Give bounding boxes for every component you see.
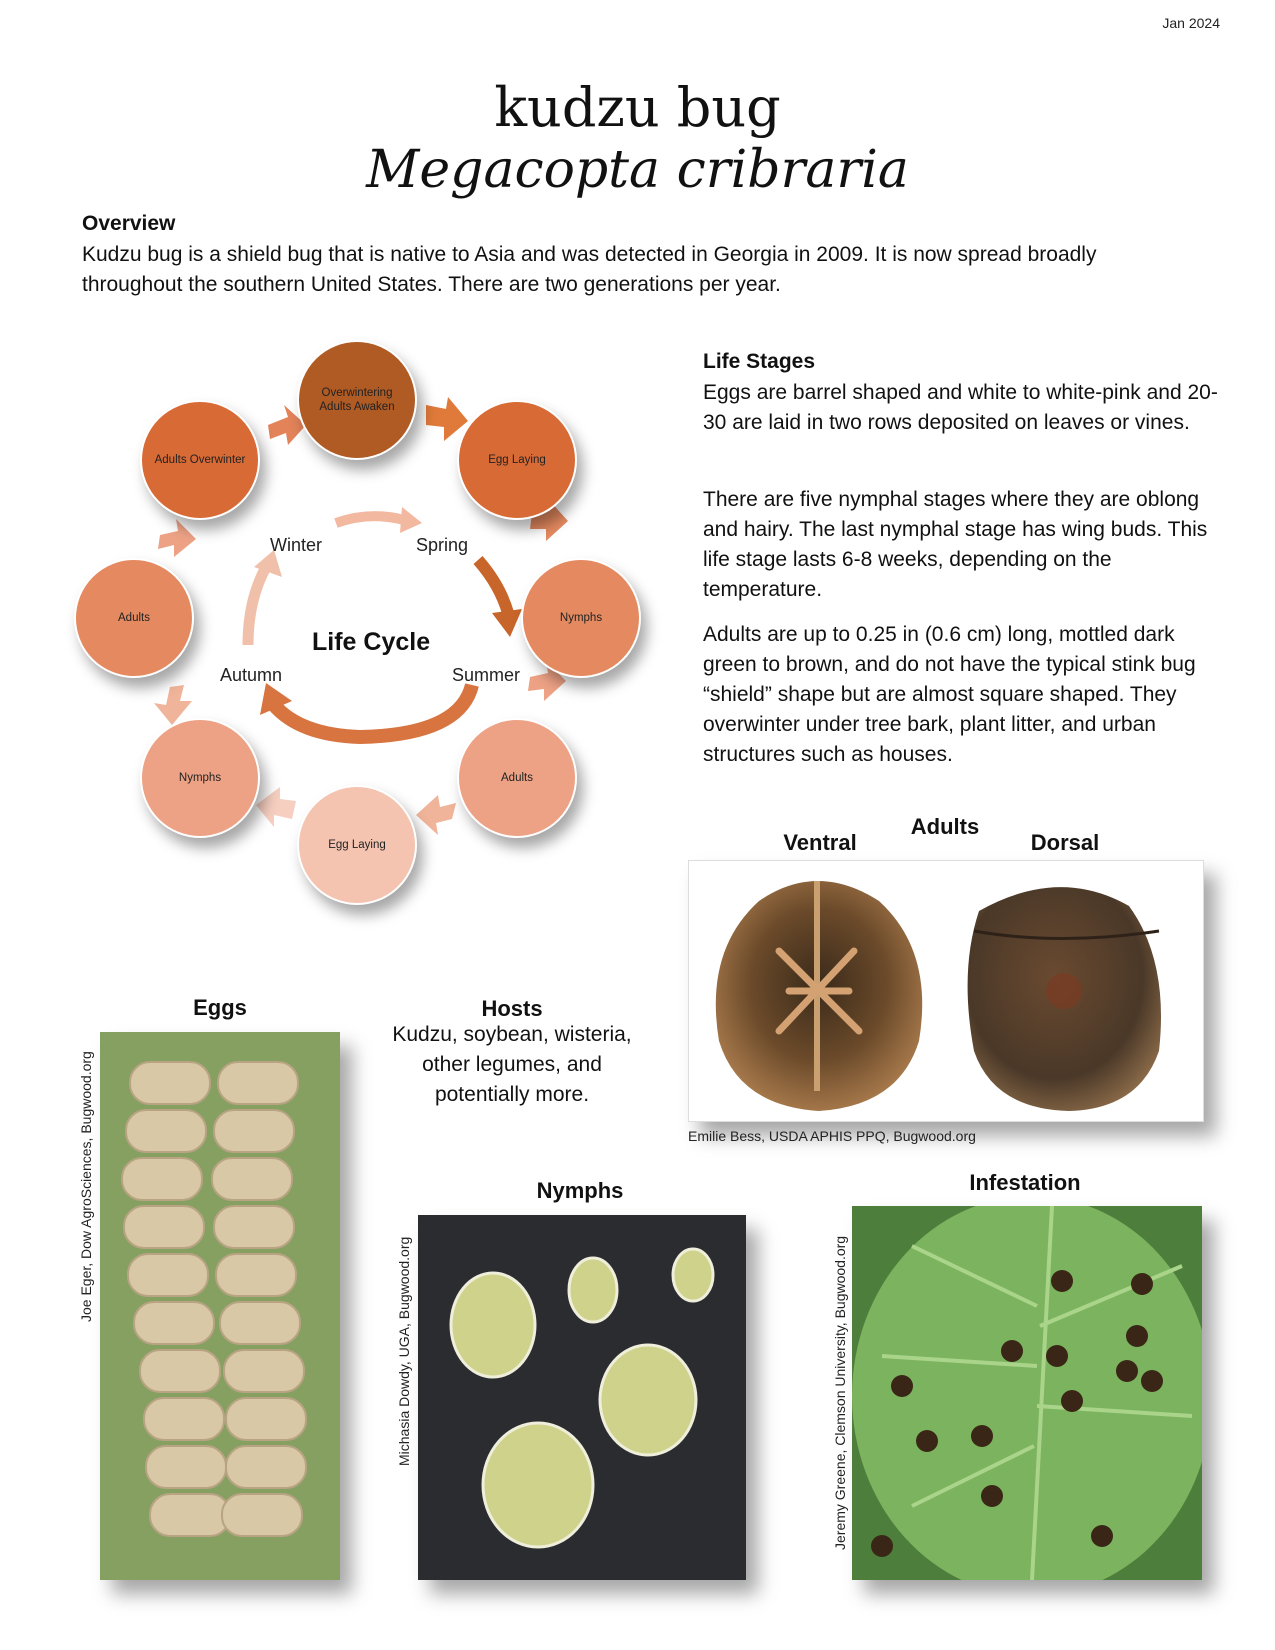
infestation-heading: Infestation — [969, 1170, 1081, 1195]
stage-label: Egg Laying — [488, 454, 546, 466]
life-stages-heading: Life Stages — [703, 350, 816, 373]
kudzu-bug-adults-image — [689, 861, 1203, 1121]
stage-egg-laying-summer — [297, 785, 417, 905]
nymphs-image — [418, 1215, 746, 1580]
page-title: kudzu bug — [494, 76, 781, 139]
eggs-image — [100, 1032, 340, 1580]
ventral-label: Ventral — [783, 830, 857, 855]
arrow-spring-summer — [478, 560, 508, 613]
arrow-winter-spring — [336, 516, 404, 523]
stage-adults-summer — [457, 718, 577, 838]
season-spring: Spring — [416, 535, 469, 555]
stage-label: Overwintering Adults Awaken — [319, 387, 395, 413]
overview-heading: Overview — [82, 212, 176, 235]
overview-text: Kudzu bug is a shield bug that is native to Asia and was detected in Georgia in 2009. It is now spread broadly throughout the southern United States. There are two generations per year. — [82, 243, 1097, 296]
arrow-autumn-winter — [248, 567, 266, 645]
stage-label: Nymphs — [559, 612, 603, 624]
stage-adults-autumn — [74, 558, 194, 678]
stage-label: Adults — [501, 772, 533, 784]
dorsal-label: Dorsal — [1030, 830, 1100, 855]
stage-label: Adults — [118, 612, 150, 624]
season-summer: Summer — [452, 665, 521, 685]
stage-nymphs-autumn — [140, 718, 260, 838]
stage-overwintering-adults-awaken — [297, 340, 417, 460]
date-label: Jan 2024 — [1162, 15, 1220, 31]
nymphs-heading: Nymphs — [536, 1178, 624, 1203]
adults-heading: Adults — [910, 814, 980, 839]
stage-label: Nymphs — [178, 772, 222, 784]
infestation-image — [852, 1206, 1202, 1580]
hosts-text: Kudzu, soybean, wisteria, other legumes, and potentially more. — [392, 1023, 632, 1106]
nymphs-photo — [418, 1215, 746, 1580]
arrowhead-icon — [492, 609, 522, 637]
adults-photo — [688, 860, 1204, 1122]
stage-label: Adults Overwinter — [154, 454, 246, 466]
eggs-photo-credit: Joe Eger, Dow AgroSciences, Bugwood.org — [78, 1051, 94, 1322]
nymphs-photo-credit: Michasia Dowdy, UGA, Bugwood.org — [396, 1236, 412, 1466]
eggs-photo — [100, 1032, 340, 1580]
stage-egg-laying-spring — [457, 400, 577, 520]
arrowhead-icon — [400, 507, 422, 533]
life-cycle-title: Life Cycle — [312, 628, 431, 656]
stage-adults-overwinter — [140, 400, 260, 520]
season-winter: Winter — [270, 535, 323, 555]
infestation-photo-credit: Jeremy Greene, Clemson University, Bugwood.org — [832, 1235, 848, 1550]
hosts-heading: Hosts — [481, 996, 543, 1021]
life-stages-nymphs-text: There are five nymphal stages where they are oblong and hairy. The last nymphal stage has wing buds. This life stage lasts 6-8 weeks, depending on the temperature. — [703, 488, 1208, 601]
scientific-name: Megacopta cribraria — [366, 140, 909, 200]
stage-nymphs-summer — [521, 558, 641, 678]
adults-photo-credit: Emilie Bess, USDA APHIS PPQ, Bugwood.org — [688, 1128, 976, 1144]
stage-label: Egg Laying — [328, 839, 386, 851]
arrow-summer-autumn — [274, 685, 472, 737]
life-stages-eggs-text: Eggs are barrel shaped and white to white-pink and 20-30 are laid in two rows deposited on leaves or vines. — [703, 381, 1218, 434]
life-cycle-diagram — [60, 345, 690, 945]
life-stages-adults-text: Adults are up to 0.25 in (0.6 cm) long, mottled dark green to brown, and do not have the typical stink bug “shield” shape but are almost square shaped. They overwinter under tree bark, plant litter, and urban structures such as houses. — [703, 623, 1196, 766]
season-autumn: Autumn — [220, 665, 283, 685]
infestation-photo — [852, 1206, 1202, 1580]
eggs-heading: Eggs — [193, 995, 247, 1020]
